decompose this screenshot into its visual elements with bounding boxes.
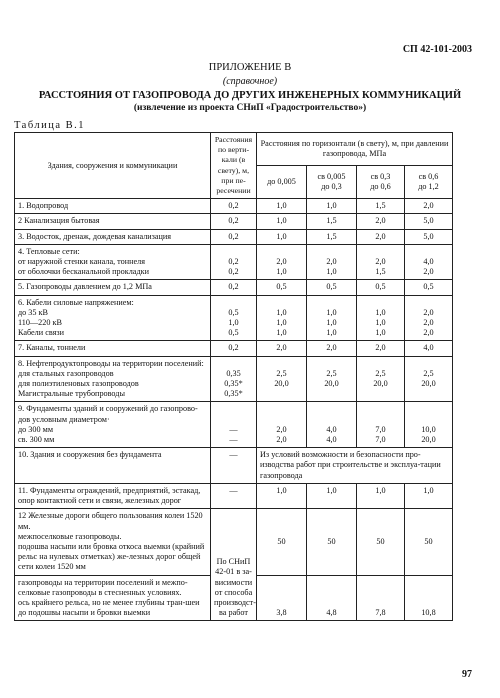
row-value: 0,5 xyxy=(257,280,307,295)
appendix-note: (справочное) xyxy=(222,76,278,87)
row-value: 2,0 2,0 xyxy=(257,402,307,448)
row-value: 2,0 xyxy=(405,199,453,214)
table-row xyxy=(15,509,453,575)
page-title: РАССТОЯНИЯ ОТ ГАЗОПРОВОДА ДО ДРУГИХ ИНЖЕНЕРНЫХ КОММУНИКАЦИЙ xyxy=(38,90,462,101)
row-value: 10,0 20,0 xyxy=(405,402,453,448)
row-value: 50 xyxy=(307,509,357,575)
row-name: 10. Здания и сооружения без фундамента xyxy=(15,448,211,484)
row-vertical: 0,35 0,35* 0,35* xyxy=(211,356,257,402)
table-row xyxy=(15,280,453,295)
table-row xyxy=(15,244,453,280)
row-value: 10,8 xyxy=(405,575,453,621)
row-value: 1,0 1,0 1,0 xyxy=(357,295,405,341)
header-pressure-2: св 0,005 до 0,3 xyxy=(307,166,357,199)
row-value: 50 xyxy=(357,509,405,575)
row-value: 4,0 4,0 xyxy=(307,402,357,448)
row-value: 0,5 xyxy=(307,280,357,295)
row-value: 4,0 2,0 xyxy=(405,244,453,280)
row-vertical: 0,2 xyxy=(211,229,257,244)
row-name: 11. Фундаменты ограждений, предприятий, эстакад, опор контактной сети и связи, железных дорог xyxy=(15,483,211,508)
table-row xyxy=(15,229,453,244)
row-value: 4,8 xyxy=(307,575,357,621)
row-value: 2,0 xyxy=(357,214,405,229)
row-value: 2,0 1,0 xyxy=(257,244,307,280)
appendix-heading: ПРИЛОЖЕНИЕ В xyxy=(208,62,292,73)
row-value: 2,0 1,5 xyxy=(357,244,405,280)
row-vertical: 0,2 xyxy=(211,214,257,229)
row-value: 1,0 1,0 1,0 xyxy=(257,295,307,341)
table-label: Таблица В.1 xyxy=(14,120,86,131)
row-value: 3,8 xyxy=(257,575,307,621)
row-value: 5,0 xyxy=(405,214,453,229)
row-value: 2,0 xyxy=(357,341,405,356)
row-value: 1,5 xyxy=(307,229,357,244)
row-value: 2,5 20,0 xyxy=(405,356,453,402)
header-horizontal: Расстояния по горизонтали (в свету), м, при давлении газопровода, МПа xyxy=(257,133,453,166)
row-name: 2 Канализация бытовая xyxy=(15,214,211,229)
table-row xyxy=(15,199,453,214)
row-value: 2,5 20,0 xyxy=(357,356,405,402)
row-value: 0,5 xyxy=(405,280,453,295)
row-value: 1,0 xyxy=(357,483,405,508)
row-vertical: 0,2 xyxy=(211,341,257,356)
row-value: 1,0 xyxy=(405,483,453,508)
row-value: 1,0 xyxy=(257,199,307,214)
row-value: 2,0 xyxy=(357,229,405,244)
row-name: 7. Каналы, тоннели xyxy=(15,341,211,356)
row-name: 8. Нефтепродуктопроводы на территории поселений: для стальных газопроводов для полиэтиленовых газопроводов Магистральные трубопроводы xyxy=(15,356,211,402)
table-row xyxy=(15,214,453,229)
header-name: Здания, сооружения и коммуникации xyxy=(15,133,211,199)
row-name: 5. Газопроводы давлением до 1,2 МПа xyxy=(15,280,211,295)
row-name: 3. Водосток, дренаж, дождевая канализация xyxy=(15,229,211,244)
row-value: 2,5 20,0 xyxy=(307,356,357,402)
header-pressure-3: св 0,3 до 0,6 xyxy=(357,166,405,199)
row-note: Из условий возможности и безопасности про-изводства работ при строительстве и эксплуа-тации газопровода xyxy=(257,448,453,484)
table-row xyxy=(15,295,453,341)
row-vertical: — xyxy=(211,448,257,484)
row-value: 2,0 xyxy=(257,341,307,356)
table-row xyxy=(15,483,453,508)
table-row xyxy=(15,402,453,448)
row-value: 5,0 xyxy=(405,229,453,244)
header-pressure-1: до 0,005 xyxy=(257,166,307,199)
document-code: СП 42-101-2003 xyxy=(402,44,472,55)
row-vertical: 0,5 1,0 0,5 xyxy=(211,295,257,341)
distances-table xyxy=(14,132,453,621)
row-value: 1,5 xyxy=(307,214,357,229)
row-vertical: По СНиП 42-01 в за-висимости от способа производст-ва работ xyxy=(211,509,257,621)
row-name: 4. Тепловые сети: от наружной стенки канала, тоннеля от оболочки бесканальной прокладки xyxy=(15,244,211,280)
row-name: 6. Кабели силовые напряжением: до 35 кВ 110—220 кВ Кабели связи xyxy=(15,295,211,341)
row-value: 50 xyxy=(257,509,307,575)
row-value: 1,0 xyxy=(257,483,307,508)
row-value: 7,0 7,0 xyxy=(357,402,405,448)
row-value: 2,0 xyxy=(307,341,357,356)
row-name: газопроводы на территории поселений и межпо-селковые газопроводы в стесненных условиях. ось крайнего рельса, но не менее глубины тран-шеи до подошвы насыпи и бровки выемки xyxy=(15,575,211,621)
row-value: 1,0 xyxy=(307,483,357,508)
row-value: 50 xyxy=(405,509,453,575)
row-value: 7,8 xyxy=(357,575,405,621)
row-value: 1,5 xyxy=(357,199,405,214)
row-value: 1,0 xyxy=(257,229,307,244)
row-name: 12 Железные дороги общего пользования колеи 1520 мм. межпоселковые газопроводы. подошва насыпи или бровка откоса выемки (крайний рельс на нулевых отметках) же-лезных дорог общей сети колеи 1520 мм xyxy=(15,509,211,575)
table-row xyxy=(15,448,453,484)
page-number: 97 xyxy=(462,669,472,680)
row-value: 0,5 xyxy=(357,280,405,295)
row-value: 2,0 2,0 2,0 xyxy=(405,295,453,341)
row-vertical: — xyxy=(211,483,257,508)
row-vertical: 0,2 xyxy=(211,199,257,214)
row-name: 9. Фундаменты зданий и сооружений до газопрово-дов условным диаметром· до 300 мм св. 300 мм xyxy=(15,402,211,448)
row-value: 2,5 20,0 xyxy=(257,356,307,402)
row-value: 4,0 xyxy=(405,341,453,356)
row-value: 1,0 xyxy=(257,214,307,229)
table-row xyxy=(15,341,453,356)
row-vertical: — — xyxy=(211,402,257,448)
row-name: 1. Водопровод xyxy=(15,199,211,214)
row-vertical: 0,2 xyxy=(211,280,257,295)
table-row xyxy=(15,356,453,402)
header-pressure-4: св 0,6 до 1,2 xyxy=(405,166,453,199)
row-value: 2,0 1,0 xyxy=(307,244,357,280)
header-vertical: Расстояния по верти-кали (в свету), м, при пе-ресечении xyxy=(211,133,257,199)
page-subtitle: (извлечение из проекта СНиП «Градостроительство») xyxy=(133,103,367,113)
row-value: 1,0 1,0 1,0 xyxy=(307,295,357,341)
row-vertical: 0,2 0,2 xyxy=(211,244,257,280)
row-value: 1,0 xyxy=(307,199,357,214)
